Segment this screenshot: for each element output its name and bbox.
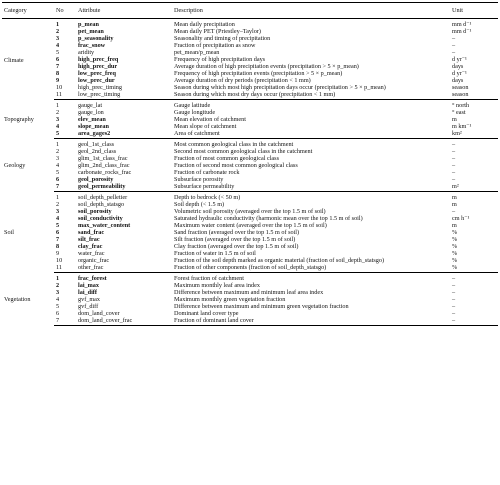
description-cell: Second most common geological class in the catchment <box>174 147 313 155</box>
table-row <box>2 243 498 250</box>
row-number-cell: 5 <box>56 48 60 56</box>
description-cell: Fraction of dominant land cover <box>172 317 450 326</box>
table-row <box>2 19 498 28</box>
attribute-name-cell: elev_mean <box>78 115 106 123</box>
row-number-cell: 2 <box>56 281 60 289</box>
unit-cell: m <box>452 221 457 229</box>
description-cell: Mean daily PET (Priestley–Taylor) <box>174 27 261 35</box>
table-row <box>2 63 498 70</box>
unit-cell: ° north <box>452 101 470 109</box>
unit-cell: m <box>452 193 457 201</box>
attribute-name-cell: geol_1st_class <box>78 140 115 148</box>
header-category: Category <box>2 3 54 19</box>
row-number-cell: 5 <box>54 130 76 139</box>
row-number-cell: 5 <box>56 302 60 310</box>
description-cell: Mean daily precipitation <box>174 20 235 28</box>
unit-cell: days <box>452 76 464 84</box>
category-cell: Soil <box>4 229 14 237</box>
table-row <box>2 264 498 273</box>
description-cell: Clay fraction (averaged over the top 1.5 m of soil) <box>174 242 299 250</box>
description-cell: Fraction of carbonate rock <box>174 168 240 176</box>
header-unit: Unit <box>450 3 498 19</box>
description-cell: Forest fraction of catchment <box>174 274 244 282</box>
attribute-name-cell: dom_land_cover <box>78 309 120 317</box>
table-row <box>2 56 498 63</box>
row-number-cell: 11 <box>54 264 76 273</box>
attribute-name-cell: glim_2nd_class_frac <box>78 161 130 169</box>
unit-cell: – <box>452 274 456 282</box>
attribute-name-cell: high_prec_timing <box>78 83 122 91</box>
row-number-cell: 2 <box>56 147 60 155</box>
description-cell: Soil depth (< 1.5 m) <box>174 200 225 208</box>
description-cell: Subsurface permeability <box>172 183 450 192</box>
row-number-cell: 1 <box>56 193 60 201</box>
unit-cell: season <box>450 91 498 100</box>
attribute-name-cell: low_prec_freq <box>78 69 116 77</box>
unit-cell: % <box>450 264 498 273</box>
table-row <box>2 162 498 169</box>
description-cell: Fraction of second most common geological class <box>174 161 298 169</box>
table-body <box>2 19 498 326</box>
table-row <box>2 116 498 123</box>
row-number-cell: 1 <box>56 20 60 28</box>
category-cell: Topography <box>4 116 34 124</box>
attribute-name-cell: sand_frac <box>78 228 105 236</box>
row-number-cell: 7 <box>54 317 76 326</box>
unit-cell: % <box>452 256 458 264</box>
table-row <box>2 35 498 42</box>
catchment-attribute-table <box>2 2 498 326</box>
attribute-name-cell: soil_conductivity <box>78 214 123 222</box>
attribute-name-cell: low_prec_dur <box>78 76 115 84</box>
attribute-name-cell: slope_mean <box>78 122 109 130</box>
attribute-name-cell: p_seasonality <box>78 34 114 42</box>
unit-cell: m <box>452 115 457 123</box>
description-cell: Fraction of the soil depth marked as organic material (fraction of soil_depth_statsgo) <box>174 256 385 264</box>
unit-cell: d yr⁻¹ <box>452 69 467 77</box>
attribute-name-cell: gauge_lon <box>78 108 104 116</box>
table-row <box>2 282 498 289</box>
unit-cell: d yr⁻¹ <box>452 55 467 63</box>
unit-cell: – <box>452 281 456 289</box>
row-number-cell: 7 <box>54 183 76 192</box>
table-row <box>2 155 498 162</box>
row-number-cell: 2 <box>56 200 60 208</box>
unit-cell: – <box>452 309 456 317</box>
attribute-name-cell: frac_forest <box>78 274 107 282</box>
description-cell: Maximum monthly leaf area index <box>174 281 260 289</box>
row-number-cell: 6 <box>56 228 60 236</box>
table-row <box>2 192 498 201</box>
description-cell: Average duration of high precipitation events (precipitation > 5 × p_mean) <box>174 62 359 70</box>
row-number-cell: 3 <box>56 207 60 215</box>
unit-cell: – <box>452 288 456 296</box>
unit-cell: – <box>452 34 456 42</box>
unit-cell: % <box>452 228 458 236</box>
description-cell: Frequency of high precipitation days <box>174 55 266 63</box>
description-cell: Frequency of high precipitation events (precipitation > 5 × p_mean) <box>174 69 343 77</box>
attribute-name-cell: other_frac <box>76 264 172 273</box>
header-description: Description <box>172 3 450 19</box>
description-cell: Fraction of water in 1.5 m of soil <box>174 249 256 257</box>
attribute-name-cell: high_prec_dur <box>78 62 118 70</box>
attribute-name-cell: water_frac <box>78 249 105 257</box>
row-number-cell: 4 <box>56 295 60 303</box>
attribute-name-cell: area_gages2 <box>76 130 172 139</box>
row-number-cell: 3 <box>56 288 60 296</box>
unit-cell: mm d⁻¹ <box>452 20 472 28</box>
table-row <box>2 257 498 264</box>
row-number-cell: 9 <box>56 76 60 84</box>
attribute-name-cell: soil_depth_pelletier <box>78 193 128 201</box>
row-number-cell: 4 <box>56 41 60 49</box>
description-cell: Gauge latitude <box>174 101 211 109</box>
description-cell: Difference between maximum and minimum green vegetation fraction <box>174 302 349 310</box>
table-row <box>2 169 498 176</box>
unit-cell: – <box>452 48 456 56</box>
attribute-name-cell: pet_mean <box>78 27 104 35</box>
table-row <box>2 139 498 148</box>
row-number-cell: 10 <box>56 83 63 91</box>
header-no: No <box>54 3 76 19</box>
table-row <box>2 296 498 303</box>
attribute-name-cell: soil_depth_statsgo <box>78 200 125 208</box>
table-row <box>2 148 498 155</box>
row-number-cell: 1 <box>56 140 60 148</box>
row-number-cell: 3 <box>56 154 60 162</box>
description-cell: Average duration of dry periods (precipitation < 1 mm) <box>174 76 311 84</box>
attribute-name-cell: high_prec_freq <box>78 55 119 63</box>
attribute-name-cell: soil_porosity <box>78 207 112 215</box>
attribute-name-cell: silt_frac <box>78 235 100 243</box>
table-row <box>2 77 498 84</box>
unit-cell: % <box>452 242 458 250</box>
unit-cell: – <box>452 154 456 162</box>
row-number-cell: 4 <box>56 214 60 222</box>
unit-cell: days <box>452 62 464 70</box>
table-row <box>2 176 498 183</box>
description-cell: Depth to bedrock (< 50 m) <box>174 193 241 201</box>
unit-cell: – <box>452 147 456 155</box>
table-row <box>2 100 498 109</box>
table-row <box>2 28 498 35</box>
row-number-cell: 2 <box>56 27 60 35</box>
attribute-name-cell: geol_porosity <box>78 175 114 183</box>
attribute-name-cell: geol_permeability <box>76 183 172 192</box>
description-cell: Mean slope of catchment <box>174 122 237 130</box>
description-cell: Silt fraction (averaged over the top 1.5 m of soil) <box>174 235 296 243</box>
unit-cell: – <box>450 317 498 326</box>
attribute-name-cell: organic_frac <box>78 256 110 264</box>
unit-cell: season <box>452 83 469 91</box>
table-row <box>2 130 498 139</box>
table-row <box>2 273 498 282</box>
attribute-name-cell: lai_diff <box>78 288 97 296</box>
row-number-cell: 1 <box>56 274 60 282</box>
attribute-name-cell: frac_snow <box>78 41 106 49</box>
row-number-cell: 8 <box>56 69 60 77</box>
unit-cell: – <box>452 207 456 215</box>
unit-cell: mm d⁻¹ <box>452 27 472 35</box>
row-number-cell: 6 <box>56 309 60 317</box>
attribute-name-cell: carbonate_rocks_frac <box>78 168 132 176</box>
table-row <box>2 109 498 116</box>
attribute-name-cell: gvf_diff <box>78 302 99 310</box>
table-row <box>2 229 498 236</box>
unit-cell: – <box>452 161 456 169</box>
table-row <box>2 49 498 56</box>
description-cell: Mean elevation of catchment <box>174 115 246 123</box>
unit-cell: – <box>452 302 456 310</box>
row-number-cell: 4 <box>56 122 60 130</box>
unit-cell: – <box>452 175 456 183</box>
description-cell: Dominant land cover type <box>174 309 239 317</box>
attribute-name-cell: geol_2nd_class <box>78 147 117 155</box>
unit-cell: – <box>452 41 456 49</box>
table-row <box>2 215 498 222</box>
category-cell: Climate <box>4 56 24 64</box>
attribute-table-container <box>2 2 498 326</box>
row-number-cell: 10 <box>56 256 63 264</box>
row-number-cell: 6 <box>56 175 60 183</box>
table-row <box>2 289 498 296</box>
attribute-name-cell: p_mean <box>78 20 99 28</box>
table-row <box>2 317 498 326</box>
description-cell: pet_mean/p_mean <box>174 48 220 56</box>
attribute-name-cell: gauge_lat <box>78 101 103 109</box>
header-attribute: Attribute <box>76 3 172 19</box>
row-number-cell: 5 <box>56 168 60 176</box>
description-cell: Maximum water content (averaged over the top 1.5 m of soil) <box>174 221 327 229</box>
unit-cell: m km⁻¹ <box>452 122 472 130</box>
table-row <box>2 183 498 192</box>
table-row <box>2 70 498 77</box>
unit-cell: m <box>452 200 457 208</box>
description-cell: Gauge longitude <box>174 108 216 116</box>
description-cell: Seasonality and timing of precipitation <box>174 34 271 42</box>
row-number-cell: 3 <box>56 115 60 123</box>
attribute-name-cell: lai_max <box>78 281 99 289</box>
table-row <box>2 123 498 130</box>
description-cell: Sand fraction (averaged over the top 1.5 m of soil) <box>174 228 300 236</box>
unit-cell: – <box>452 140 456 148</box>
row-number-cell: 8 <box>56 242 60 250</box>
row-number-cell: 7 <box>56 62 60 70</box>
row-number-cell: 7 <box>56 235 60 243</box>
unit-cell: – <box>452 295 456 303</box>
attribute-name-cell: low_prec_timing <box>76 91 172 100</box>
unit-cell: cm h⁻¹ <box>452 214 470 222</box>
description-cell: Season during which most dry days occur (precipitation < 1 mm) <box>172 91 450 100</box>
row-number-cell: 6 <box>56 55 60 63</box>
description-cell: Difference between maximum and minimum leaf area index <box>174 288 324 296</box>
table-row <box>2 208 498 215</box>
category-cell: Geology <box>4 162 26 170</box>
attribute-name-cell: aridity <box>78 48 95 56</box>
table-row <box>2 236 498 243</box>
description-cell: Volumetric soil porosity (averaged over the top 1.5 m of soil) <box>174 207 326 215</box>
table-row <box>2 91 498 100</box>
attribute-name-cell: glim_1st_class_frac <box>78 154 128 162</box>
table-header <box>2 3 498 19</box>
unit-cell: – <box>452 168 456 176</box>
description-cell: Season during which most high precipitation days occur (precipitation > 5 × p_mean) <box>174 83 386 91</box>
description-cell: Fraction of most common geological class <box>174 154 279 162</box>
unit-cell: m² <box>450 183 498 192</box>
row-number-cell: 9 <box>56 249 60 257</box>
table-row <box>2 84 498 91</box>
row-number-cell: 1 <box>56 101 60 109</box>
description-cell: Most common geological class in the catchment <box>174 140 294 148</box>
category-cell: Vegetation <box>4 296 31 304</box>
unit-cell: km² <box>450 130 498 139</box>
description-cell: Subsurface porosity <box>174 175 224 183</box>
row-number-cell: 3 <box>56 34 60 42</box>
table-row <box>2 303 498 310</box>
header-row <box>2 3 498 19</box>
row-number-cell: 4 <box>56 161 60 169</box>
unit-cell: % <box>452 235 458 243</box>
unit-cell: % <box>452 249 458 257</box>
description-cell: Fraction of other components (fraction of soil_depth_statsgo) <box>172 264 450 273</box>
attribute-name-cell: max_water_content <box>78 221 131 229</box>
description-cell: Maximum monthly green vegetation fraction <box>174 295 286 303</box>
table-row <box>2 250 498 257</box>
row-number-cell: 5 <box>56 221 60 229</box>
row-number-cell: 11 <box>54 91 76 100</box>
row-number-cell: 2 <box>56 108 60 116</box>
attribute-name-cell: gvf_max <box>78 295 100 303</box>
attribute-name-cell: dom_land_cover_frac <box>76 317 172 326</box>
description-cell: Area of catchment <box>172 130 450 139</box>
table-row <box>2 201 498 208</box>
description-cell: Fraction of precipitation as snow <box>174 41 256 49</box>
attribute-name-cell: clay_frac <box>78 242 103 250</box>
unit-cell: ° east <box>452 108 466 116</box>
table-row <box>2 310 498 317</box>
description-cell: Saturated hydraulic conductivity (harmonic mean over the top 1.5 m of soil) <box>174 214 363 222</box>
table-row <box>2 222 498 229</box>
table-row <box>2 42 498 49</box>
